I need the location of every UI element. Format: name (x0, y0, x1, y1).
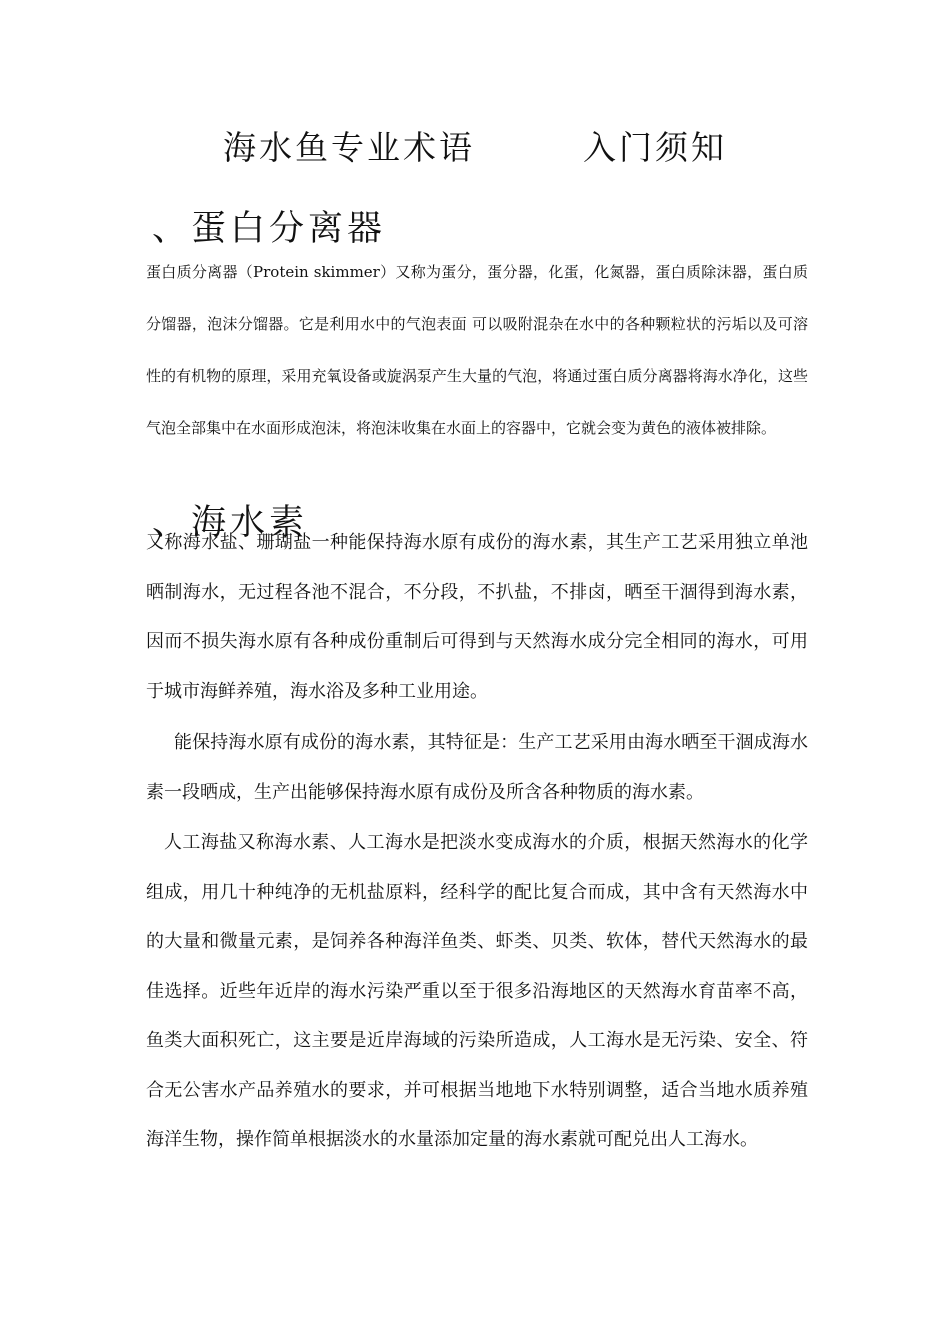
page-title: 海水鱼专业术语 入门须知 (223, 128, 727, 168)
paragraph-artificial-sea-salt: 人工海盐又称海水素、人工海水是把淡水变成海水的介质，根据天然海水的化学组成，用几十种纯净的无机盐原料，经科学的配比复合而成，其中含有天然海水中的大量和微量元素，是饲养各种海洋鱼类、虾类、贝类、软体，替代天然海水的最佳选择。近些年近岸的海水污染严重以至于很多沿海地区的天然海水育苗率不高，鱼类大面积死亡，这主要是近岸海域的污染所造成，人工海水是无污染、安全、符合无公害水产品养殖水的要求，并可根据当地地下水特别调整，适合当地水质养殖海洋生物，操作简单根据淡水的水量添加定量的海水素就可配兑出人工海水。 (146, 832, 808, 1150)
section-heading-sea-salt: 、海水素 (152, 503, 309, 544)
section-heading-protein-skimmer: 、蛋白分离器 (152, 209, 387, 250)
paragraph-sea-salt-definition: 又称海水盐、珊瑚盐一种能保持海水原有成份的海水素，其生产工艺采用独立单池晒制海水，无过程各池不混合，不分段，不扒盐，不排卤，晒至干涸得到海水素，因而不损失海水原有各种成份重制后可得到与天然海水成分完全相同的海水，可用于城市海鲜养殖，海水浴及多种工业用途。 (146, 532, 808, 702)
paragraph-sea-salt-feature: 能保持海水原有成份的海水素，其特征是：生产工艺采用由海水晒至干涸成海水素一段晒成，生产出能够保持海水原有成份及所含各种物质的海水素。 (146, 732, 808, 803)
paragraph-protein-skimmer: 蛋白质分离器（Protein skimmer）又称为蛋分，蛋分器，化蛋，化氮器，蛋白质除沫器，蛋白质分馏器，泡沫分馏器。它是利用水中的气泡表面 可以吸附混杂在水中的各种颗粒状的污垢以及可溶性的有机物的原理，采用充氧设备或旋涡泵产生大量的气泡，将通过蛋白质分离器将海水净化，这些气泡全部集中在水面形成泡沫，将泡沫收集在水面上的容器中，它就会变为黄色的液体被排除。 (146, 263, 808, 437)
